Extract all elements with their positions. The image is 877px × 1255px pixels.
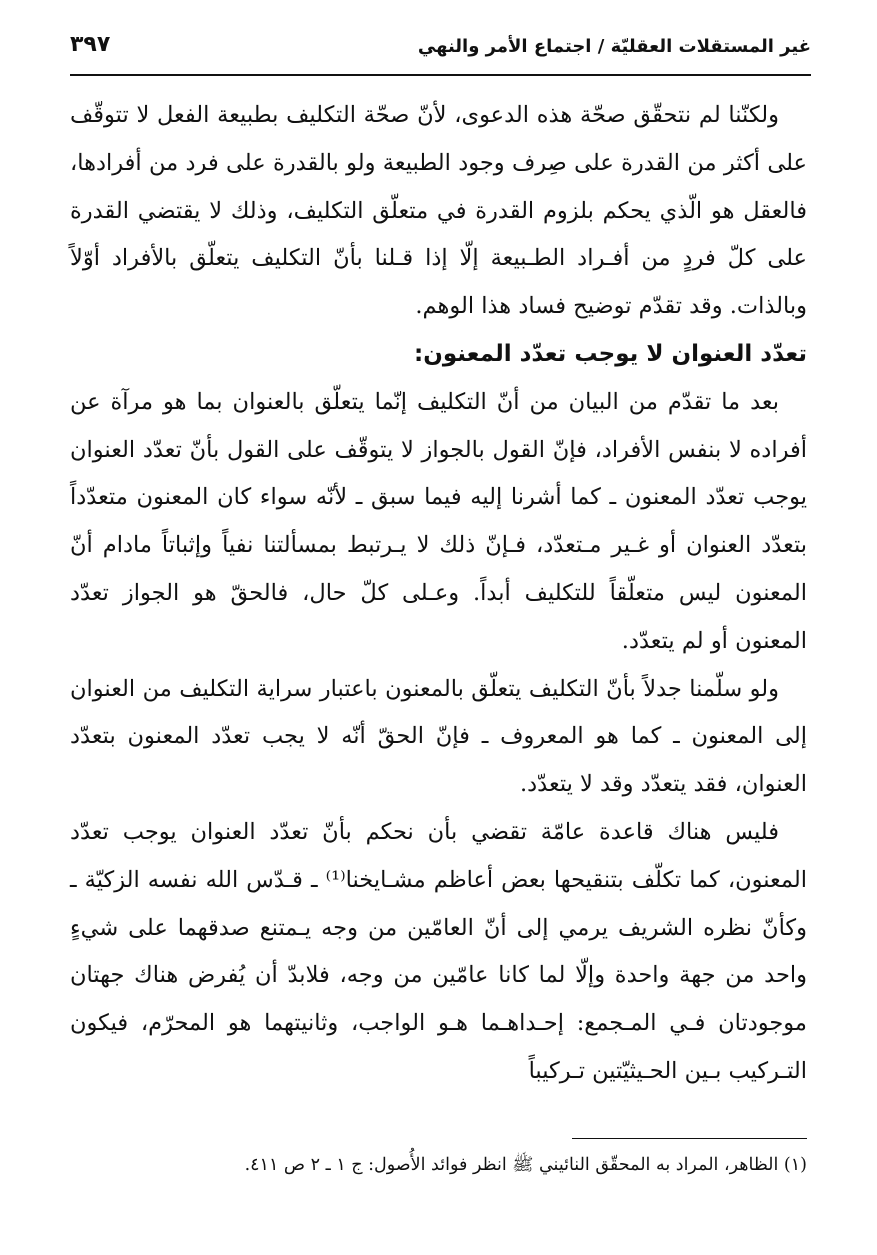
header-rule bbox=[70, 74, 811, 76]
page-header bbox=[70, 30, 811, 72]
section-heading: تعدّد العنوان لا يوجب تعدّد المعنون: bbox=[414, 340, 807, 367]
footnote-rule bbox=[572, 1138, 807, 1139]
running-title: غير المستقلات العقليّة / اجتماع الأمر والنهي bbox=[417, 36, 811, 57]
paragraph: ولو سلّمنا جدلاً بأنّ التكليف يتعلّق بالمعنون باعتبار سراية التكليف من العنوان إلى المعنون ـ كما هو المعروف ـ فإنّ الحقّ أنّه لا يجب تعدّد المعنون بتعدّد العنوان، فقد يتعدّد وقد لا يتعدّد. bbox=[70, 675, 807, 798]
page-number: ٣٩٧ bbox=[70, 32, 111, 57]
main-text bbox=[70, 92, 807, 1096]
paragraph: فليس هناك قاعدة عامّة تقضي بأن نحكم بأنّ تعدّد العنوان يوجب تعدّد المعنون، كما تكلّف بتنقيحها بعض أعاظم مشـايخنا⁽¹⁾ ـ قـدّس الله نفسه الزكيّة ـ وكأنّ نظره الشريف يرمي إلى أنّ العامّين من وجه يـمتنع صدقهما على شيءٍ واحد من جهة واحدة وإلّا لما كانا عامّين من وجه، فلابدّ أن يُفرض هناك جهتان موجودتان فـي المـجمع: إحـداهـما هـو الواجب، وثانيتهما هو المحرّم، فيكون التـركيب بـين الحـيثيّتين تـركيباً bbox=[70, 818, 807, 1084]
footnote: (١) الظاهر، المراد به المحقّق النائيني ﷺ انظر فوائد الأُصول: ج ١ ـ ٢ ص ٤١١. bbox=[244, 1155, 807, 1175]
paragraph: بعد ما تقدّم من البيان من أنّ التكليف إنّما يتعلّق بالعنوان بما هو مرآة عن أفراده لا بنفس الأفراد، فإنّ القول بالجواز لا يتوقّف على القول بأنّ تعدّد العنوان يوجب تعدّد المعنون ـ كما أشرنا إليه فيما سبق ـ لأنّه سواء كان المعنون متعدّداً بتعدّد العنوان أو غـير مـتعدّد، فـإنّ ذلك لا يـرتبط بمسألتنا نفياً وإثباتاً مادام أنّ المعنون ليس متعلّقاً للتكليف أبداً. وعـلى كلّ حال، فالحقّ هو الجواز تعدّد المعنون أو لم يتعدّد. bbox=[70, 388, 807, 654]
paragraph: ولكنّنا لم نتحقّق صحّة هذه الدعوى، لأنّ صحّة التكليف بطبيعة الفعل لا تتوقّف على أكثر من القدرة على صِرف وجود الطبيعة ولو بالقدرة على فرد من أفرادها، فالعقل هو الّذي يحكم بلزوم القدرة في متعلّق التكليف، وذلك لا يقتضي القدرة على كلّ فردٍ من أفـراد الطـبيعة إلّا إذا قـلنا بأنّ التكليف يتعلّق بالأفراد أوّلاً وبالذات. وقد تقدّم توضيح فساد هذا الوهم. bbox=[70, 102, 807, 320]
